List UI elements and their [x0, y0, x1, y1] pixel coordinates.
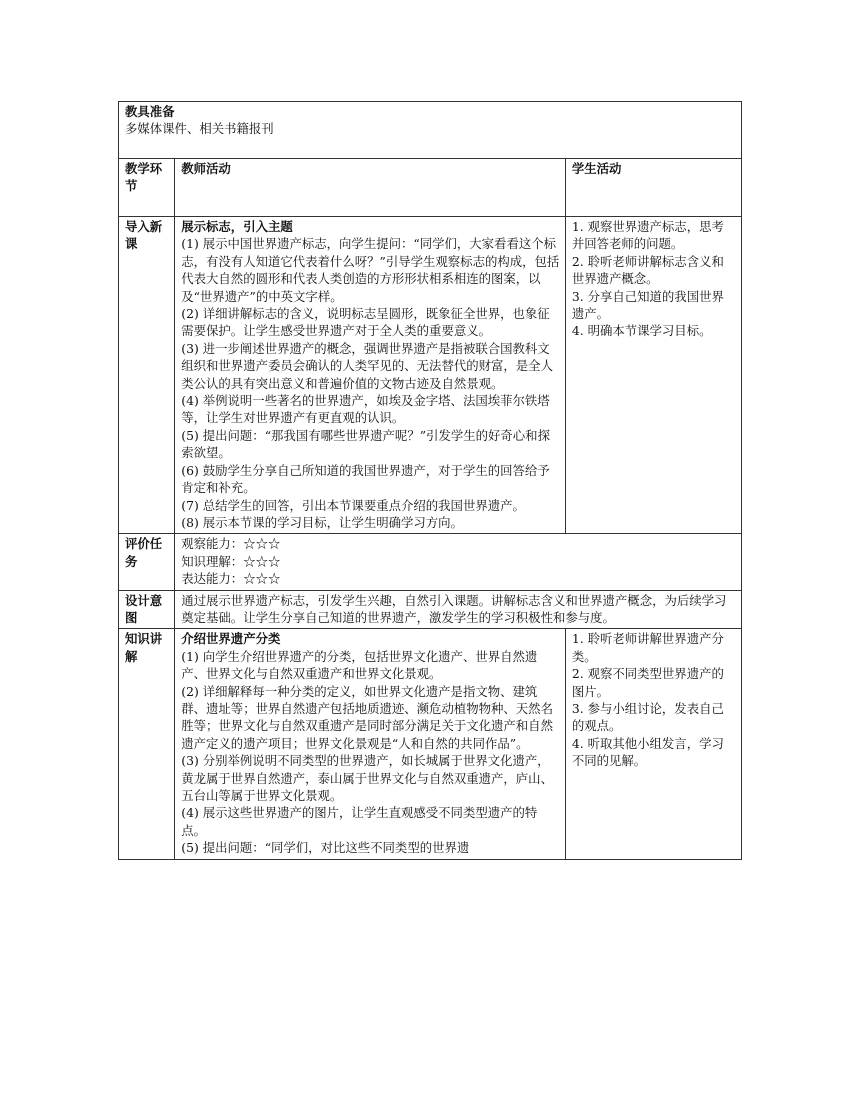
knowledge-teacher-title: 介绍世界遗产分类	[181, 631, 281, 647]
lesson-plan-table	[118, 101, 742, 860]
prep-title: 教具准备	[125, 104, 175, 119]
knowledge-label: 知识讲解	[125, 631, 163, 664]
header-student	[565, 159, 741, 217]
evaluation-item: 知识理解：☆☆☆	[181, 553, 281, 569]
intro-teacher-item: (6) 鼓励学生分享自己所知道的我国世界遗产，对于学生的回答给予肯定和补充。	[181, 462, 550, 496]
knowledge-teacher-item: (1) 向学生介绍世界遗产的分类，包括世界文化遗产、世界自然遗产、世界文化与自然双重遗产和世界文化景观。	[181, 648, 538, 682]
prep-content: 多媒体课件、相关书籍报刊	[125, 121, 274, 137]
knowledge-student-item: 1. 聆听老师讲解世界遗产分类。	[571, 631, 724, 664]
header-teacher	[175, 159, 566, 217]
intro-label: 导入新课	[125, 219, 163, 252]
intro-student-item: 2. 聆听老师讲解标志含义和世界遗产概念。	[571, 253, 724, 287]
design-content-cell	[175, 590, 742, 629]
intro-student-item: 1. 观察世界遗产标志，思考并回答老师的问题。	[571, 219, 724, 252]
intro-teacher-title: 展示标志，引入主题	[181, 219, 293, 234]
intro-teacher-item: (3) 进一步阐述世界遗产的概念，强调世界遗产是指被联合国教科文组织和世界遗产委员会确认的人类罕见的、无法替代的财富，是全人类公认的具有突出意义和普遍价值的文物古迹及自然景观。	[181, 340, 553, 391]
intro-teacher-item: (8) 展示本节课的学习目标，让学生明确学习方向。	[181, 514, 463, 530]
evaluation-item: 表达能力：☆☆☆	[181, 571, 281, 587]
evaluation-item: 观察能力：☆☆☆	[181, 536, 281, 552]
evaluation-content-cell	[175, 534, 742, 590]
intro-student-item: 4. 明确本节课学习目标。	[571, 323, 712, 339]
evaluation-row	[119, 534, 742, 590]
knowledge-row	[119, 629, 742, 859]
intro-teacher-item: (4) 举例说明一些著名的世界遗产，如埃及金字塔、法国埃菲尔铁塔等，让学生对世界遗产有更直观的认识。	[181, 393, 550, 426]
knowledge-teacher-cell	[175, 629, 566, 859]
knowledge-student-item: 2. 观察不同类型世界遗产的图片。	[571, 666, 724, 699]
design-row	[119, 590, 742, 629]
knowledge-teacher-item: (3) 分别举例说明不同类型的世界遗产，如长城属于世界文化遗产，黄龙属于世界自然遗产，泰山属于世界文化与自然双重遗产，庐山、五台山等属于世界文化景观。	[181, 753, 553, 803]
intro-label-cell	[119, 217, 175, 534]
header-section	[119, 159, 175, 217]
intro-teacher-item: (5) 提出问题：“那我国有哪些世界遗产呢？”引发学生的好奇心和探索欲望。	[181, 427, 550, 461]
prep-cell	[119, 102, 742, 159]
design-label: 设计意图	[125, 592, 163, 625]
intro-teacher-item: (7) 总结学生的回答，引出本节课要重点介绍的我国世界遗产。	[181, 497, 525, 513]
design-label-cell	[119, 590, 175, 629]
intro-student-cell	[565, 217, 741, 534]
knowledge-teacher-item: (2) 详细解释每一种分类的定义，如世界文化遗产是指文物、建筑群、遗址等；世界自然遗产包括地质遗迹、濒危动植物物种、天然名胜等；世界文化与自然双重遗产是同时部分满足关于文化遗产和自然遗产定义的遗产项目；世界文化景观是“人和自然的共同作品”。	[181, 683, 553, 751]
header-section-label: 教学环节	[125, 161, 163, 194]
knowledge-teacher-item: (5) 提出问题：“同学们，对比这些不同类型的世界遗	[181, 840, 470, 856]
header-row	[119, 159, 742, 217]
prep-row	[119, 102, 742, 159]
knowledge-teacher-item: (4) 展示这些世界遗产的图片，让学生直观感受不同类型遗产的特点。	[181, 805, 538, 838]
intro-row	[119, 217, 742, 534]
intro-teacher-item: (2) 详细讲解标志的含义，说明标志呈圆形，既象征全世界，也象征需要保护。让学生感受世界遗产对于全人类的重要意义。	[181, 306, 550, 339]
header-student-label: 学生活动	[571, 161, 622, 176]
design-content: 通过展示世界遗产标志，引发学生兴趣，自然引入课题。讲解标志含义和世界遗产概念，为后续学习奠定基础。让学生分享自己知道的世界遗产，激发学生的学习积极性和参与度。	[181, 592, 727, 625]
knowledge-student-item: 4. 听取其他小组发言，学习不同的见解。	[571, 735, 724, 769]
intro-teacher-cell	[175, 217, 566, 534]
header-teacher-label: 教师活动	[181, 161, 231, 176]
knowledge-student-item: 3. 参与小组讨论，发表自己的观点。	[571, 700, 724, 734]
intro-student-item: 3. 分享自己知道的我国世界遗产。	[571, 288, 724, 322]
evaluation-label-cell	[119, 534, 175, 590]
evaluation-label: 评价任务	[125, 536, 163, 569]
intro-teacher-item: (1) 展示中国世界遗产标志，向学生提问：“同学们，大家看看这个标志，有没有人知道它代表着什么呀？”引导学生观察标志的构成，包括代表大自然的圆形和代表人类创造的方形形状相系相连的图案，以及“世界遗产”的中英文字样。	[181, 236, 560, 304]
knowledge-label-cell	[119, 629, 175, 859]
knowledge-student-cell	[565, 629, 741, 859]
